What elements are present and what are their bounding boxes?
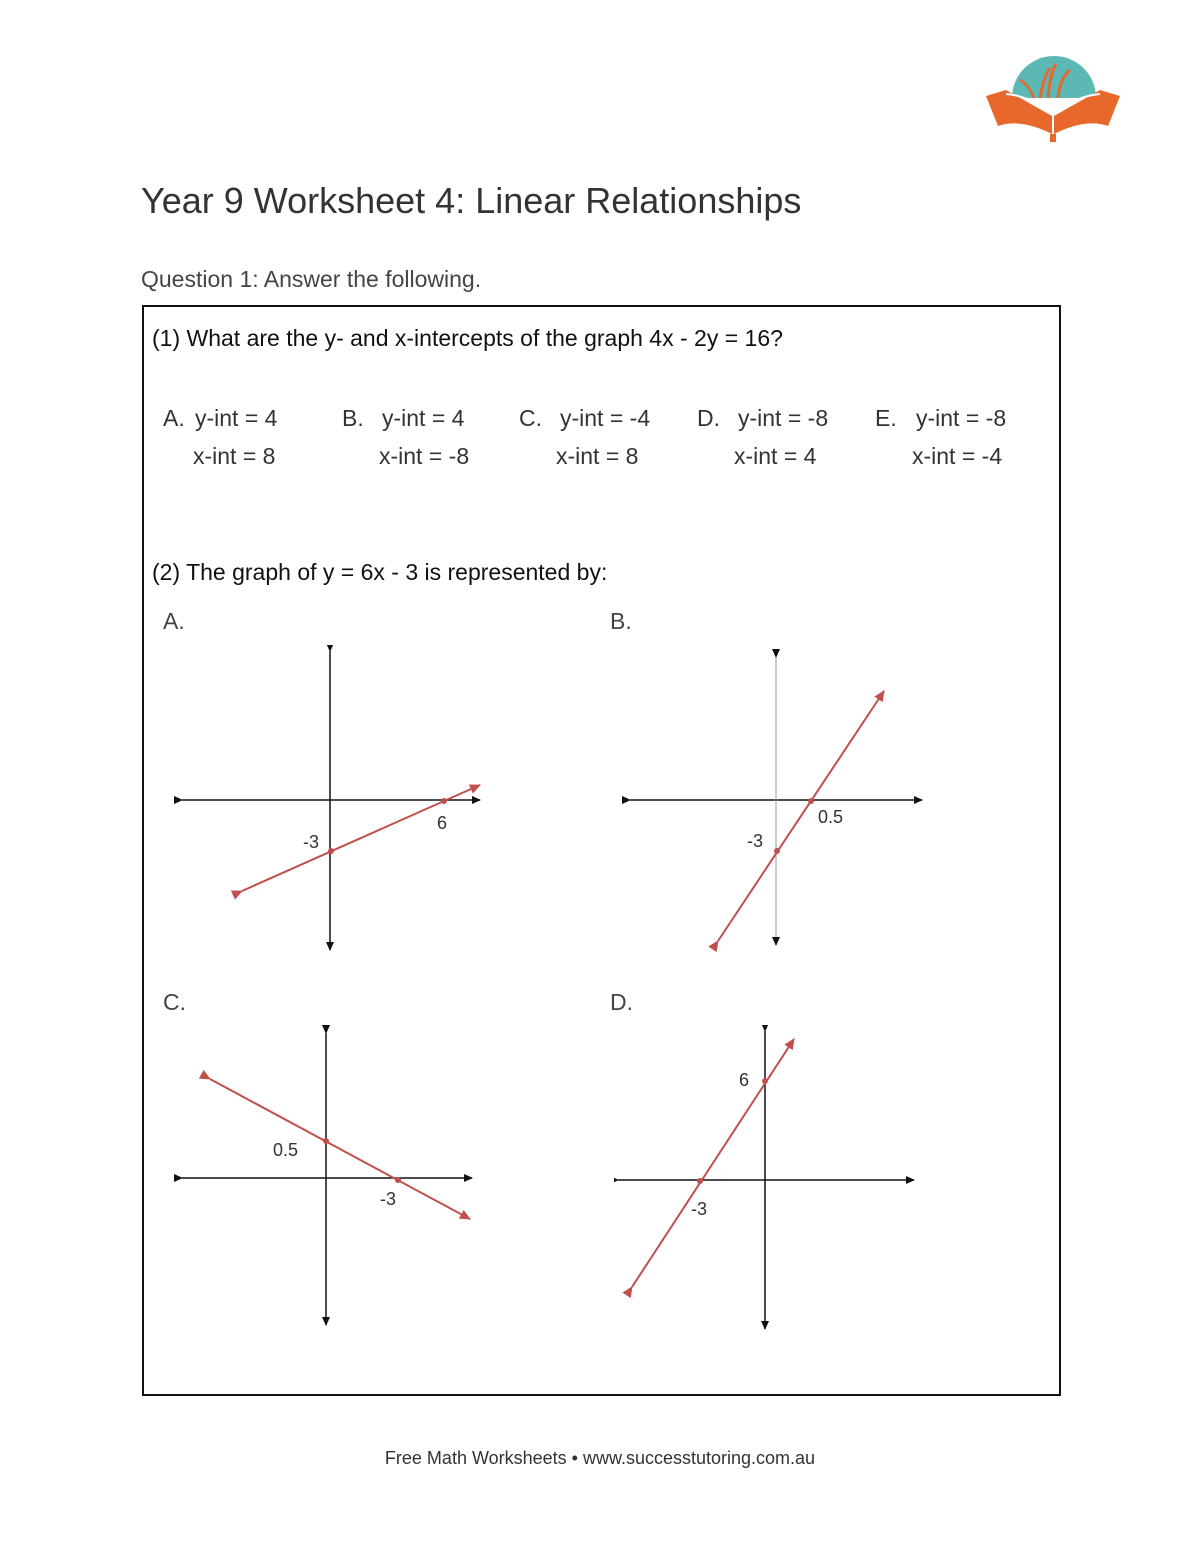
- x-intercept-point: [395, 1177, 401, 1183]
- y-intercept-point: [328, 848, 334, 854]
- choice-x-int: x-int = -4: [912, 443, 1003, 469]
- choice-y-int: y-int = 4: [382, 405, 465, 431]
- choice-y-int: y-int = -8: [916, 405, 1007, 431]
- choice-letter: D.: [697, 405, 720, 431]
- choice-y-int: y-int = -4: [560, 405, 651, 431]
- choice-x-int: x-int = 8: [556, 443, 639, 469]
- q1-choice-c[interactable]: [519, 405, 651, 469]
- footer-text: Free Math Worksheets • www.successtutoring.com.au: [384, 1448, 816, 1468]
- x-intercept-point: [697, 1178, 703, 1184]
- y-intercept-point: [323, 1138, 329, 1144]
- q1-prompt: (1) What are the y- and x-intercepts of the graph 4x - 2y = 16?: [152, 325, 783, 351]
- x-intercept-label: 6: [437, 813, 448, 833]
- graph-line: [632, 1039, 794, 1287]
- y-intercept-point: [774, 848, 780, 854]
- graph-line: [210, 1079, 470, 1219]
- q1-choice-a[interactable]: [163, 405, 278, 469]
- x-intercept-label: 0.5: [818, 807, 844, 827]
- graph-c[interactable]: [174, 1025, 494, 1335]
- q2-prompt: (2) The graph of y = 6x - 3 is represented by:: [152, 559, 608, 585]
- q1-choice-b[interactable]: [342, 405, 470, 469]
- choice-letter: A.: [163, 405, 185, 431]
- choice-letter: B.: [342, 405, 364, 431]
- choice-x-int: x-int = 4: [734, 443, 817, 469]
- book-logo-icon: [984, 54, 1122, 144]
- graph-a[interactable]: [174, 645, 494, 955]
- y-intercept-label: -3: [303, 832, 320, 852]
- q1-choice-e[interactable]: [875, 405, 1007, 469]
- graph-line: [718, 691, 884, 941]
- graph-c-label[interactable]: C.: [163, 989, 186, 1015]
- x-intercept-point: [441, 798, 447, 804]
- question-heading: Question 1: Answer the following.: [141, 266, 482, 292]
- y-intercept-label: -3: [747, 831, 764, 851]
- q1-choice-d[interactable]: [697, 405, 829, 469]
- choice-x-int: x-int = 8: [193, 443, 276, 469]
- x-intercept-label: -3: [380, 1189, 397, 1209]
- choice-y-int: y-int = -8: [738, 405, 829, 431]
- choice-x-int: x-int = -8: [379, 443, 470, 469]
- graph-b[interactable]: [622, 645, 942, 955]
- choice-y-int: y-int = 4: [195, 405, 278, 431]
- y-intercept-label: 0.5: [273, 1140, 299, 1160]
- graph-a-label[interactable]: A.: [163, 608, 185, 634]
- graph-d-label[interactable]: D.: [610, 989, 633, 1015]
- graph-b-label[interactable]: B.: [610, 608, 632, 634]
- choice-letter: C.: [519, 405, 542, 431]
- x-intercept-point: [808, 798, 814, 804]
- page-title: Year 9 Worksheet 4: Linear Relationships: [141, 180, 802, 221]
- y-intercept-label: 6: [739, 1070, 750, 1090]
- question-box: [142, 305, 1061, 1396]
- x-intercept-label: -3: [691, 1199, 708, 1219]
- graph-d[interactable]: [614, 1025, 934, 1335]
- choice-letter: E.: [875, 405, 897, 431]
- y-intercept-point: [762, 1078, 768, 1084]
